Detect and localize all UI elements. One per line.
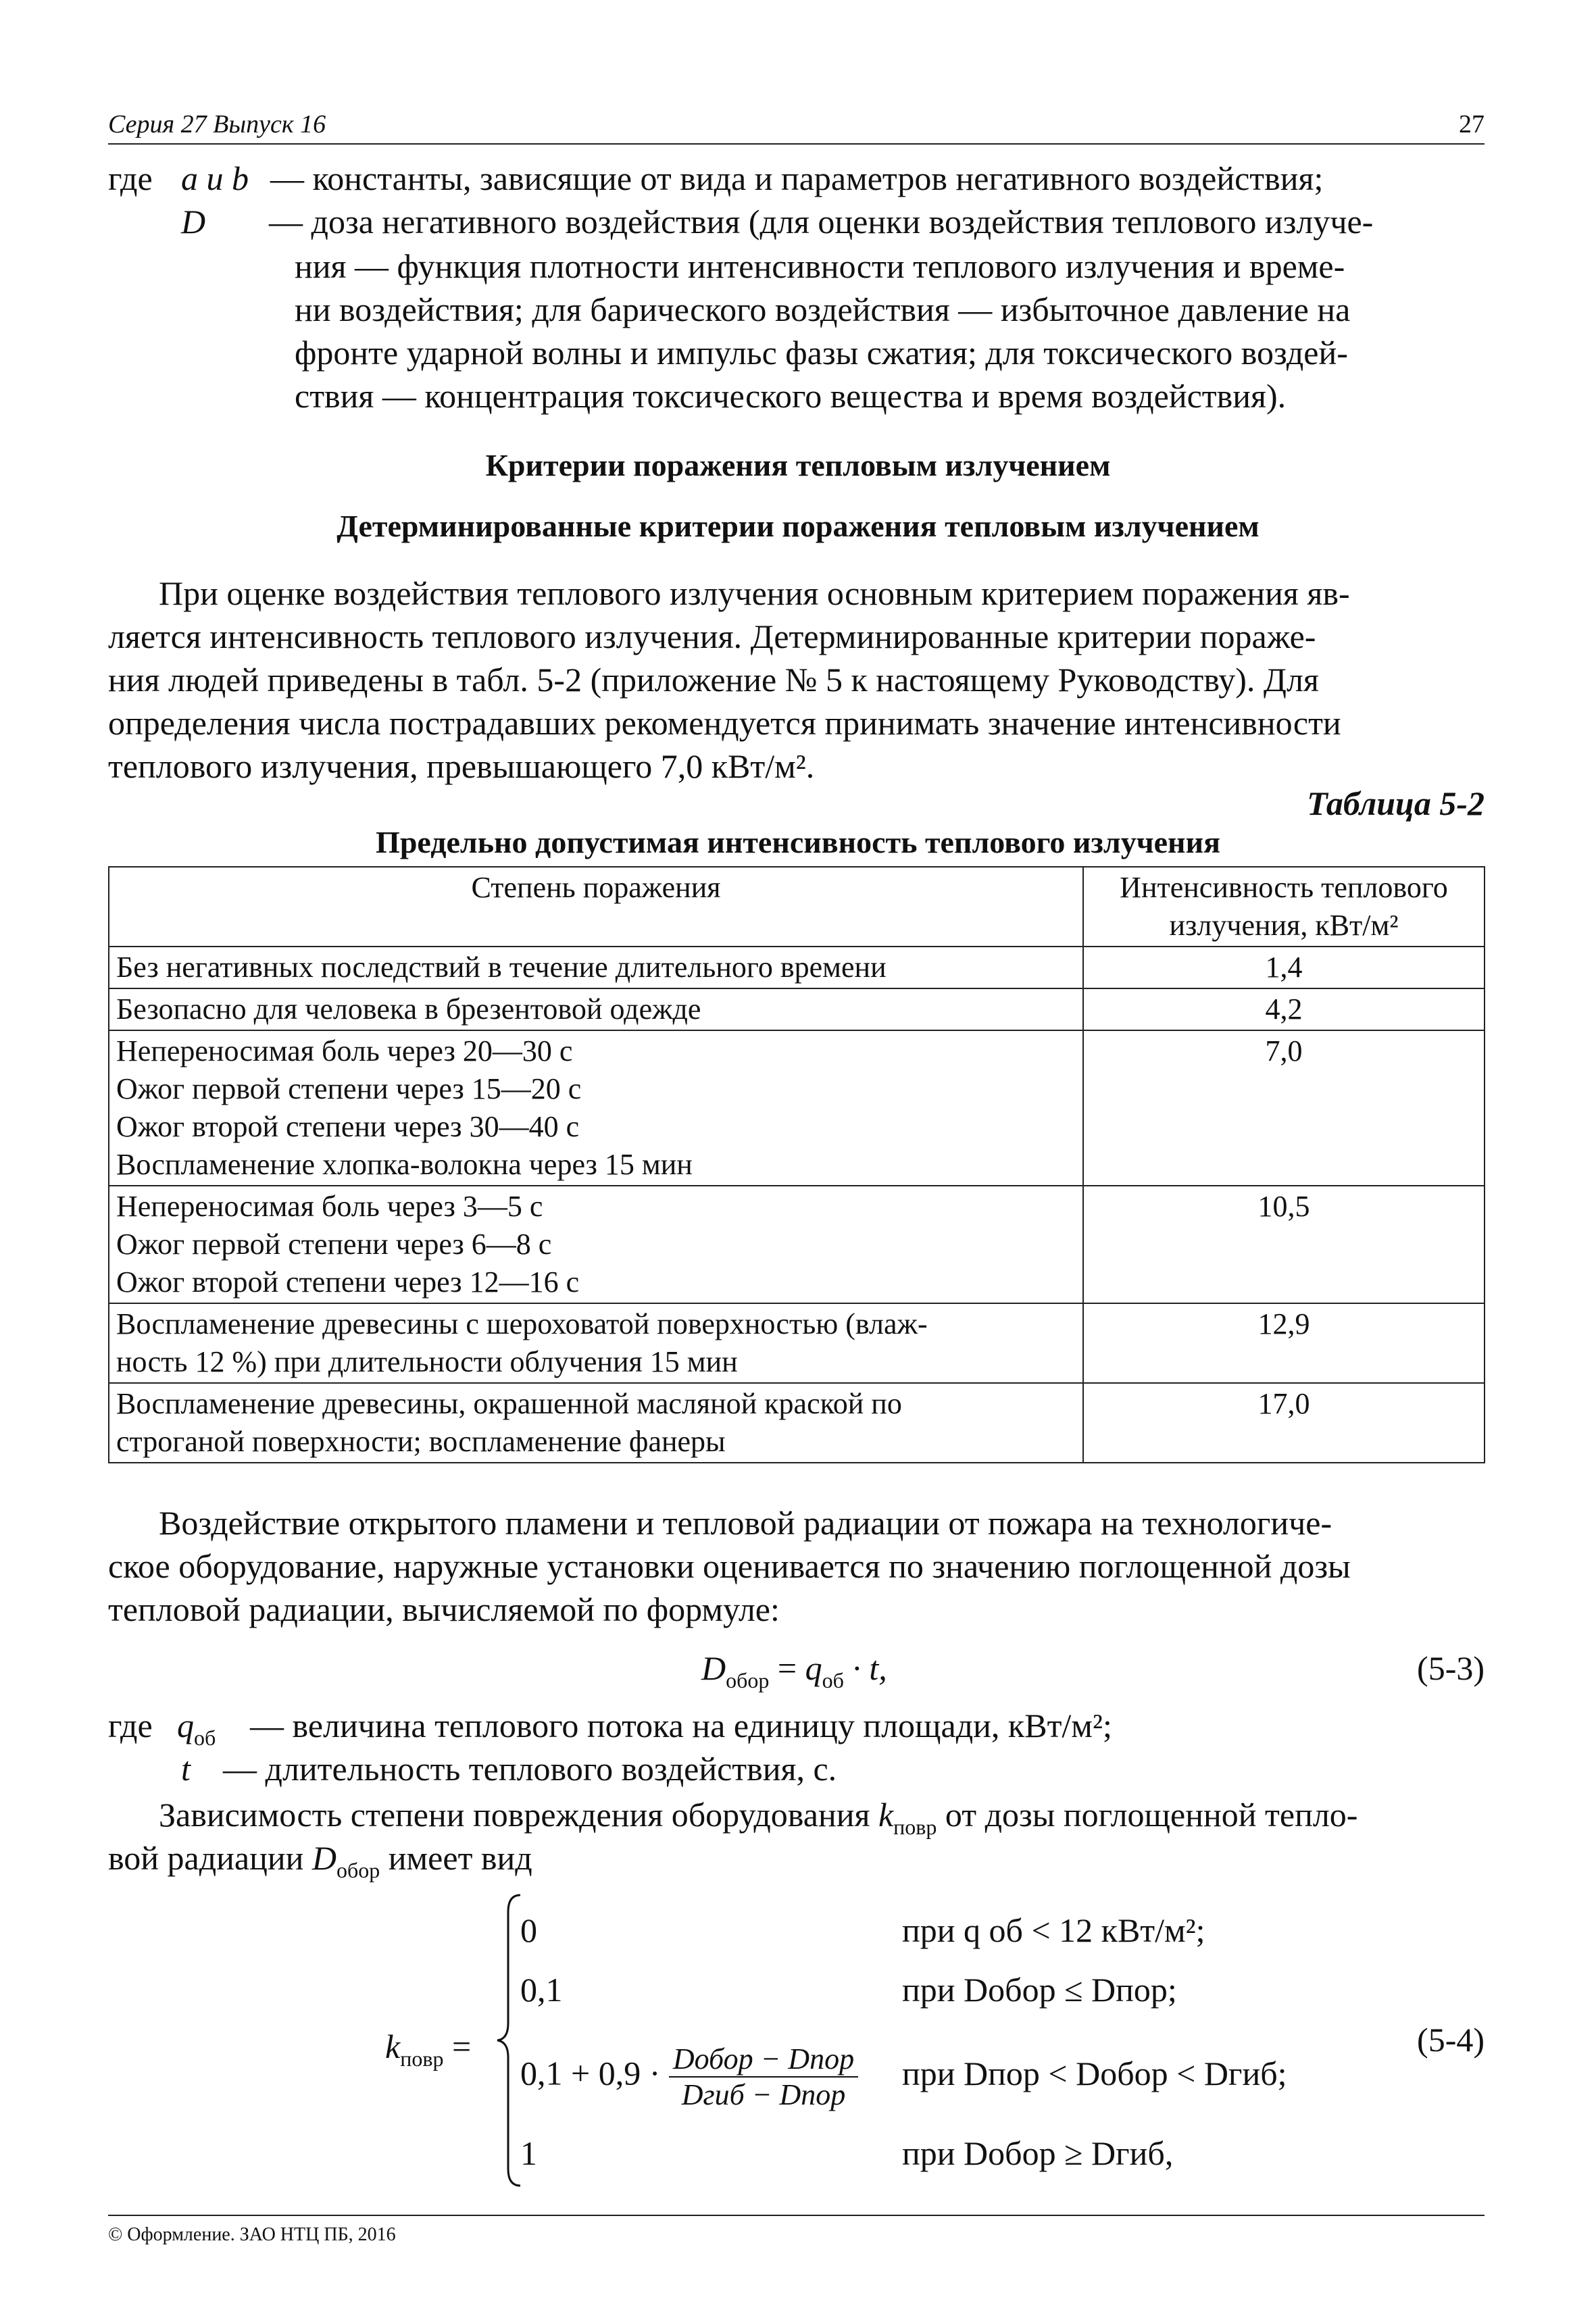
where-gde: где bbox=[108, 1707, 153, 1744]
where-t-text: — длительность теплового воздействия, с. bbox=[223, 1750, 837, 1788]
severity-line: Без негативных последствий в течение длительного времени bbox=[116, 951, 887, 984]
intensity-cell: 1,4 bbox=[1083, 947, 1485, 988]
case-cond-3: при Dпор < Dобор < Dгиб; bbox=[902, 2055, 1287, 2092]
table-row bbox=[109, 1030, 1485, 1186]
para3-line-1-a: Зависимость степени повреждения оборудования bbox=[159, 1796, 878, 1834]
eq54-k-sub: повр bbox=[400, 2046, 444, 2071]
definition-d-line-4: фронте ударной волны и импульс фазы сжатия; для токсического воздей- bbox=[295, 334, 1348, 372]
severity-cell bbox=[109, 1383, 1083, 1463]
section-heading: Критерии поражения тепловым излучением bbox=[485, 448, 1111, 482]
table-label: Таблица 5-2 bbox=[1307, 784, 1485, 822]
para1-line-5: теплового излучения, превышающего 7,0 кВт/м². bbox=[108, 747, 815, 785]
definition-ab-text: — константы, зависящие от вида и параметров негативного воздействия; bbox=[270, 159, 1324, 197]
column-header-intensity bbox=[1083, 867, 1485, 947]
intensity-cell: 4,2 bbox=[1083, 988, 1485, 1030]
para3-k: k bbox=[878, 1796, 894, 1834]
case-3-prefix: 0,1 + 0,9 · bbox=[520, 2054, 661, 2092]
case-cond-2: при Dобор ≤ Dпор; bbox=[902, 1971, 1177, 2009]
para1-line-1: При оценке воздействия теплового излучения основным критерием поражения яв- bbox=[159, 574, 1350, 612]
equation-number-5-3: (5-3) bbox=[1417, 1649, 1485, 1687]
eq53-lhs-sub: обор bbox=[726, 1668, 770, 1692]
table-row bbox=[109, 1383, 1485, 1463]
para3-line-2-b: имеет вид bbox=[380, 1839, 532, 1877]
table-row bbox=[109, 947, 1485, 988]
fraction-numerator: Dобор − Dпор bbox=[669, 2042, 858, 2078]
severity-line: Воспламенение древесины с шероховатой поверхностью (влаж- bbox=[116, 1307, 928, 1340]
eq53-q: q bbox=[805, 1649, 822, 1687]
eq54-lhs bbox=[385, 2027, 471, 2071]
case-value-2: 0,1 bbox=[520, 1971, 563, 2009]
severity-line: Ожог второй степени через 30—40 с bbox=[116, 1110, 580, 1143]
where-q-text: — величина теплового потока на единицу площади, кВт/м²; bbox=[250, 1707, 1112, 1744]
severity-line: Ожог второй степени через 12—16 с bbox=[116, 1265, 580, 1299]
severity-line: Непереносимая боль через 20—30 с bbox=[116, 1034, 573, 1067]
intensity-cell: 12,9 bbox=[1083, 1303, 1485, 1383]
definition-d-line-5: ствия — концентрация токсического вещества и время воздействия). bbox=[295, 377, 1287, 415]
definition-d-line-2: ния — функция плотности интенсивности теплового излучения и време- bbox=[295, 247, 1345, 285]
severity-line: Безопасно для человека в брезентовой одежде bbox=[116, 992, 701, 1026]
column-header-severity: Степень поражения bbox=[109, 867, 1083, 947]
para2-line-3: тепловой радиации, вычисляемой по формуле: bbox=[108, 1590, 780, 1628]
case-3-fraction bbox=[669, 2042, 858, 2112]
para2-line-1: Воздействие открытого пламени и тепловой радиации от пожара на технологиче- bbox=[159, 1504, 1332, 1542]
table-title: Предельно допустимая интенсивность теплового излучения bbox=[376, 825, 1220, 859]
definition-term-d: D bbox=[181, 203, 206, 241]
where-t-term: t bbox=[181, 1750, 191, 1788]
equation-5-3 bbox=[701, 1649, 887, 1693]
column-header-intensity-line-1: Интенсивность теплового bbox=[1120, 871, 1448, 904]
eq53-lhs: D bbox=[701, 1649, 726, 1687]
case-value-3 bbox=[520, 2042, 858, 2112]
running-header-series: Серия 27 Выпуск 16 bbox=[108, 110, 326, 139]
severity-cell bbox=[109, 1303, 1083, 1383]
para3-line-1-b: от дозы поглощенной тепло- bbox=[937, 1796, 1358, 1834]
severity-cell bbox=[109, 947, 1083, 988]
intensity-cell: 17,0 bbox=[1083, 1383, 1485, 1463]
case-value-1: 0 bbox=[520, 1911, 537, 1949]
para1-line-2: ляется интенсивность теплового излучения. Детерминированные критерии пораже- bbox=[108, 618, 1316, 655]
para2-line-2: ское оборудование, наружные установки оценивается по значению поглощенной дозы bbox=[108, 1547, 1351, 1585]
para1-line-3: ния людей приведены в табл. 5-2 (приложение № 5 к настоящему Руководству). Для bbox=[108, 661, 1319, 699]
eq53-q-sub: об bbox=[822, 1668, 844, 1692]
severity-line: Непереносимая боль через 3—5 с bbox=[116, 1190, 543, 1223]
where-q-symbol: q bbox=[177, 1707, 194, 1744]
para3-d: D bbox=[311, 1839, 336, 1877]
severity-cell bbox=[109, 988, 1083, 1030]
severity-line: Воспламенение древесины, окрашенной масляной краской по bbox=[116, 1387, 902, 1420]
table-row bbox=[109, 1186, 1485, 1303]
severity-cell bbox=[109, 1030, 1083, 1186]
severity-line: ность 12 %) при длительности облучения 15 мин bbox=[116, 1345, 738, 1378]
case-value-4: 1 bbox=[520, 2134, 537, 2172]
case-cond-4: при Dобор ≥ Dгиб, bbox=[902, 2134, 1174, 2172]
subsection-heading: Детерминированные критерии поражения тепловым излучением bbox=[336, 509, 1260, 543]
intensity-cell: 7,0 bbox=[1083, 1030, 1485, 1186]
para3-k-sub: повр bbox=[893, 1815, 937, 1839]
fraction-denominator: Dгиб − Dпор bbox=[681, 2078, 846, 2111]
equation-number-5-4: (5-4) bbox=[1417, 2021, 1485, 2059]
criteria-table bbox=[108, 866, 1485, 1463]
footer-copyright: © Оформление. ЗАО НТЦ ПБ, 2016 bbox=[108, 2224, 396, 2245]
para3-line-2 bbox=[108, 1836, 532, 1892]
para3-d-sub: обор bbox=[336, 1858, 380, 1882]
definition-d-line-1: — доза негативного воздействия (для оценки воздействия теплового излуче- bbox=[269, 203, 1374, 241]
case-cond-1: при q об < 12 кВт/м²; bbox=[902, 1911, 1205, 1949]
definition-gde: где bbox=[108, 159, 153, 197]
eq54-equals: = bbox=[443, 2028, 472, 2065]
eq53-rest: · t, bbox=[843, 1649, 887, 1687]
severity-line: Ожог первой степени через 6—8 с bbox=[116, 1228, 552, 1261]
definition-term-ab: a и b bbox=[181, 159, 249, 197]
para3-line-2-a: вой радиации bbox=[108, 1839, 312, 1877]
page-number: 27 bbox=[1459, 110, 1485, 139]
intensity-cell: 10,5 bbox=[1083, 1186, 1485, 1303]
column-header-intensity-line-2: излучения, кВт/м² bbox=[1169, 909, 1399, 942]
table-row bbox=[109, 988, 1485, 1030]
header-rule bbox=[108, 143, 1485, 145]
severity-line: строганой поверхности; воспламенение фанеры bbox=[116, 1425, 726, 1458]
eq54-k: k bbox=[385, 2028, 401, 2065]
para1-line-4: определения числа пострадавших рекомендуется принимать значение интенсивности bbox=[108, 704, 1341, 742]
severity-line: Ожог первой степени через 15—20 с bbox=[116, 1072, 582, 1105]
where-q-sub: об bbox=[194, 1726, 216, 1750]
table-row bbox=[109, 1303, 1485, 1383]
severity-cell bbox=[109, 1186, 1083, 1303]
eq53-equals: = bbox=[769, 1649, 805, 1687]
definition-d-line-3: ни воздействия; для барического воздействия — избыточное давление на bbox=[295, 291, 1351, 328]
severity-line: Воспламенение хлопка-волокна через 15 мин bbox=[116, 1148, 693, 1181]
footer-rule bbox=[108, 2215, 1485, 2216]
table-header-row bbox=[109, 867, 1485, 947]
